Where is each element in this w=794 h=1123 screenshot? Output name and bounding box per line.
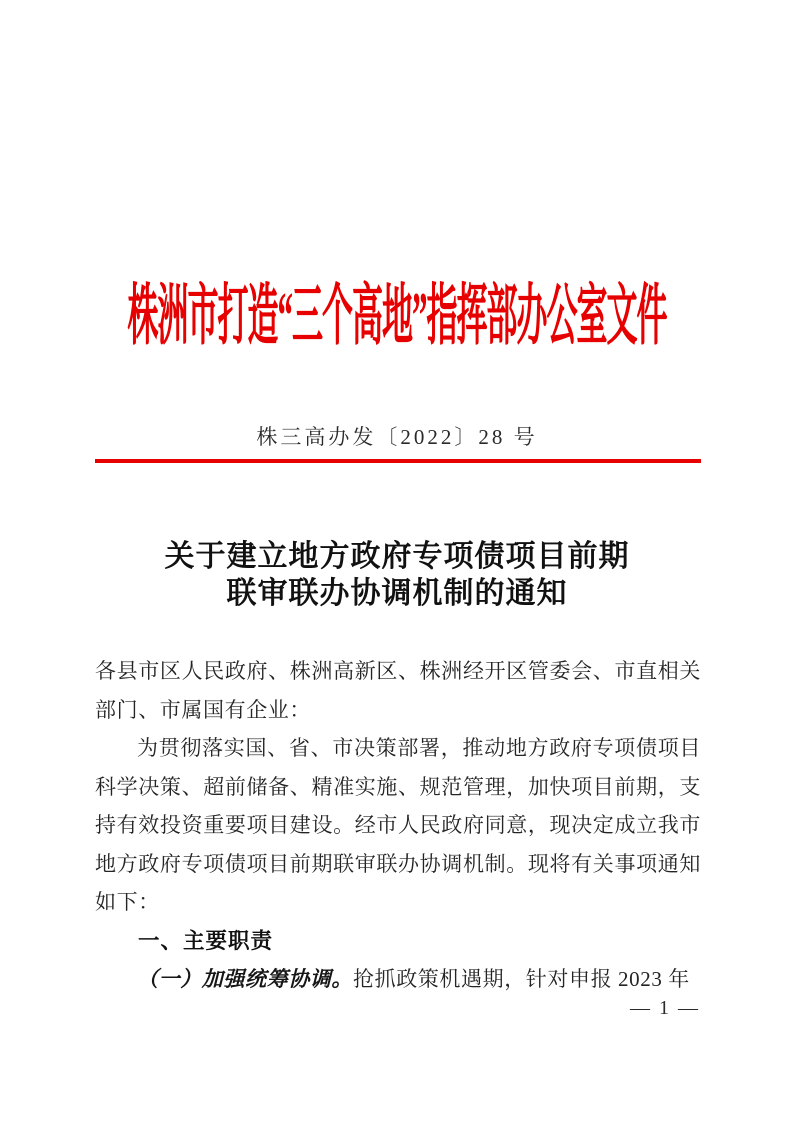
document-title-line2: 联审联办协调机制的通知	[226, 577, 568, 610]
intro-paragraph: 为贯彻落实国、省、市决策部署，推动地方政府专项债项目科学决策、超前储备、精准实施、规范管理，加快项目前期，支持有效投资重要项目建设。经市人民政府同意，现决定成立我市地方政府专项债项目前期联审联办协调机制。现将有关事项通知如下：	[95, 736, 701, 914]
document-title-line1: 关于建立地方政府专项债项目前期	[164, 540, 630, 573]
red-divider-line	[95, 459, 701, 463]
item-1-text: 抢抓政策机遇期，针对申报 2023 年	[353, 967, 690, 991]
recipients-paragraph: 各县市区人民政府、株洲高新区、株洲经开区管委会、市直相关部门、市属国有企业：	[95, 659, 701, 722]
item-1-lead: （一）加强统筹协调。	[137, 967, 353, 991]
red-header-banner: 株洲市打造“三个高地”指挥部办公室文件	[127, 277, 667, 353]
document-title	[0, 538, 794, 612]
page-number: — 1 —	[630, 997, 700, 1019]
document-number: 株三高办发〔2022〕28 号	[256, 425, 538, 449]
document-body	[95, 652, 701, 999]
section-heading-1: 一、主要职责	[138, 928, 274, 953]
item-paragraph-1	[95, 960, 701, 999]
